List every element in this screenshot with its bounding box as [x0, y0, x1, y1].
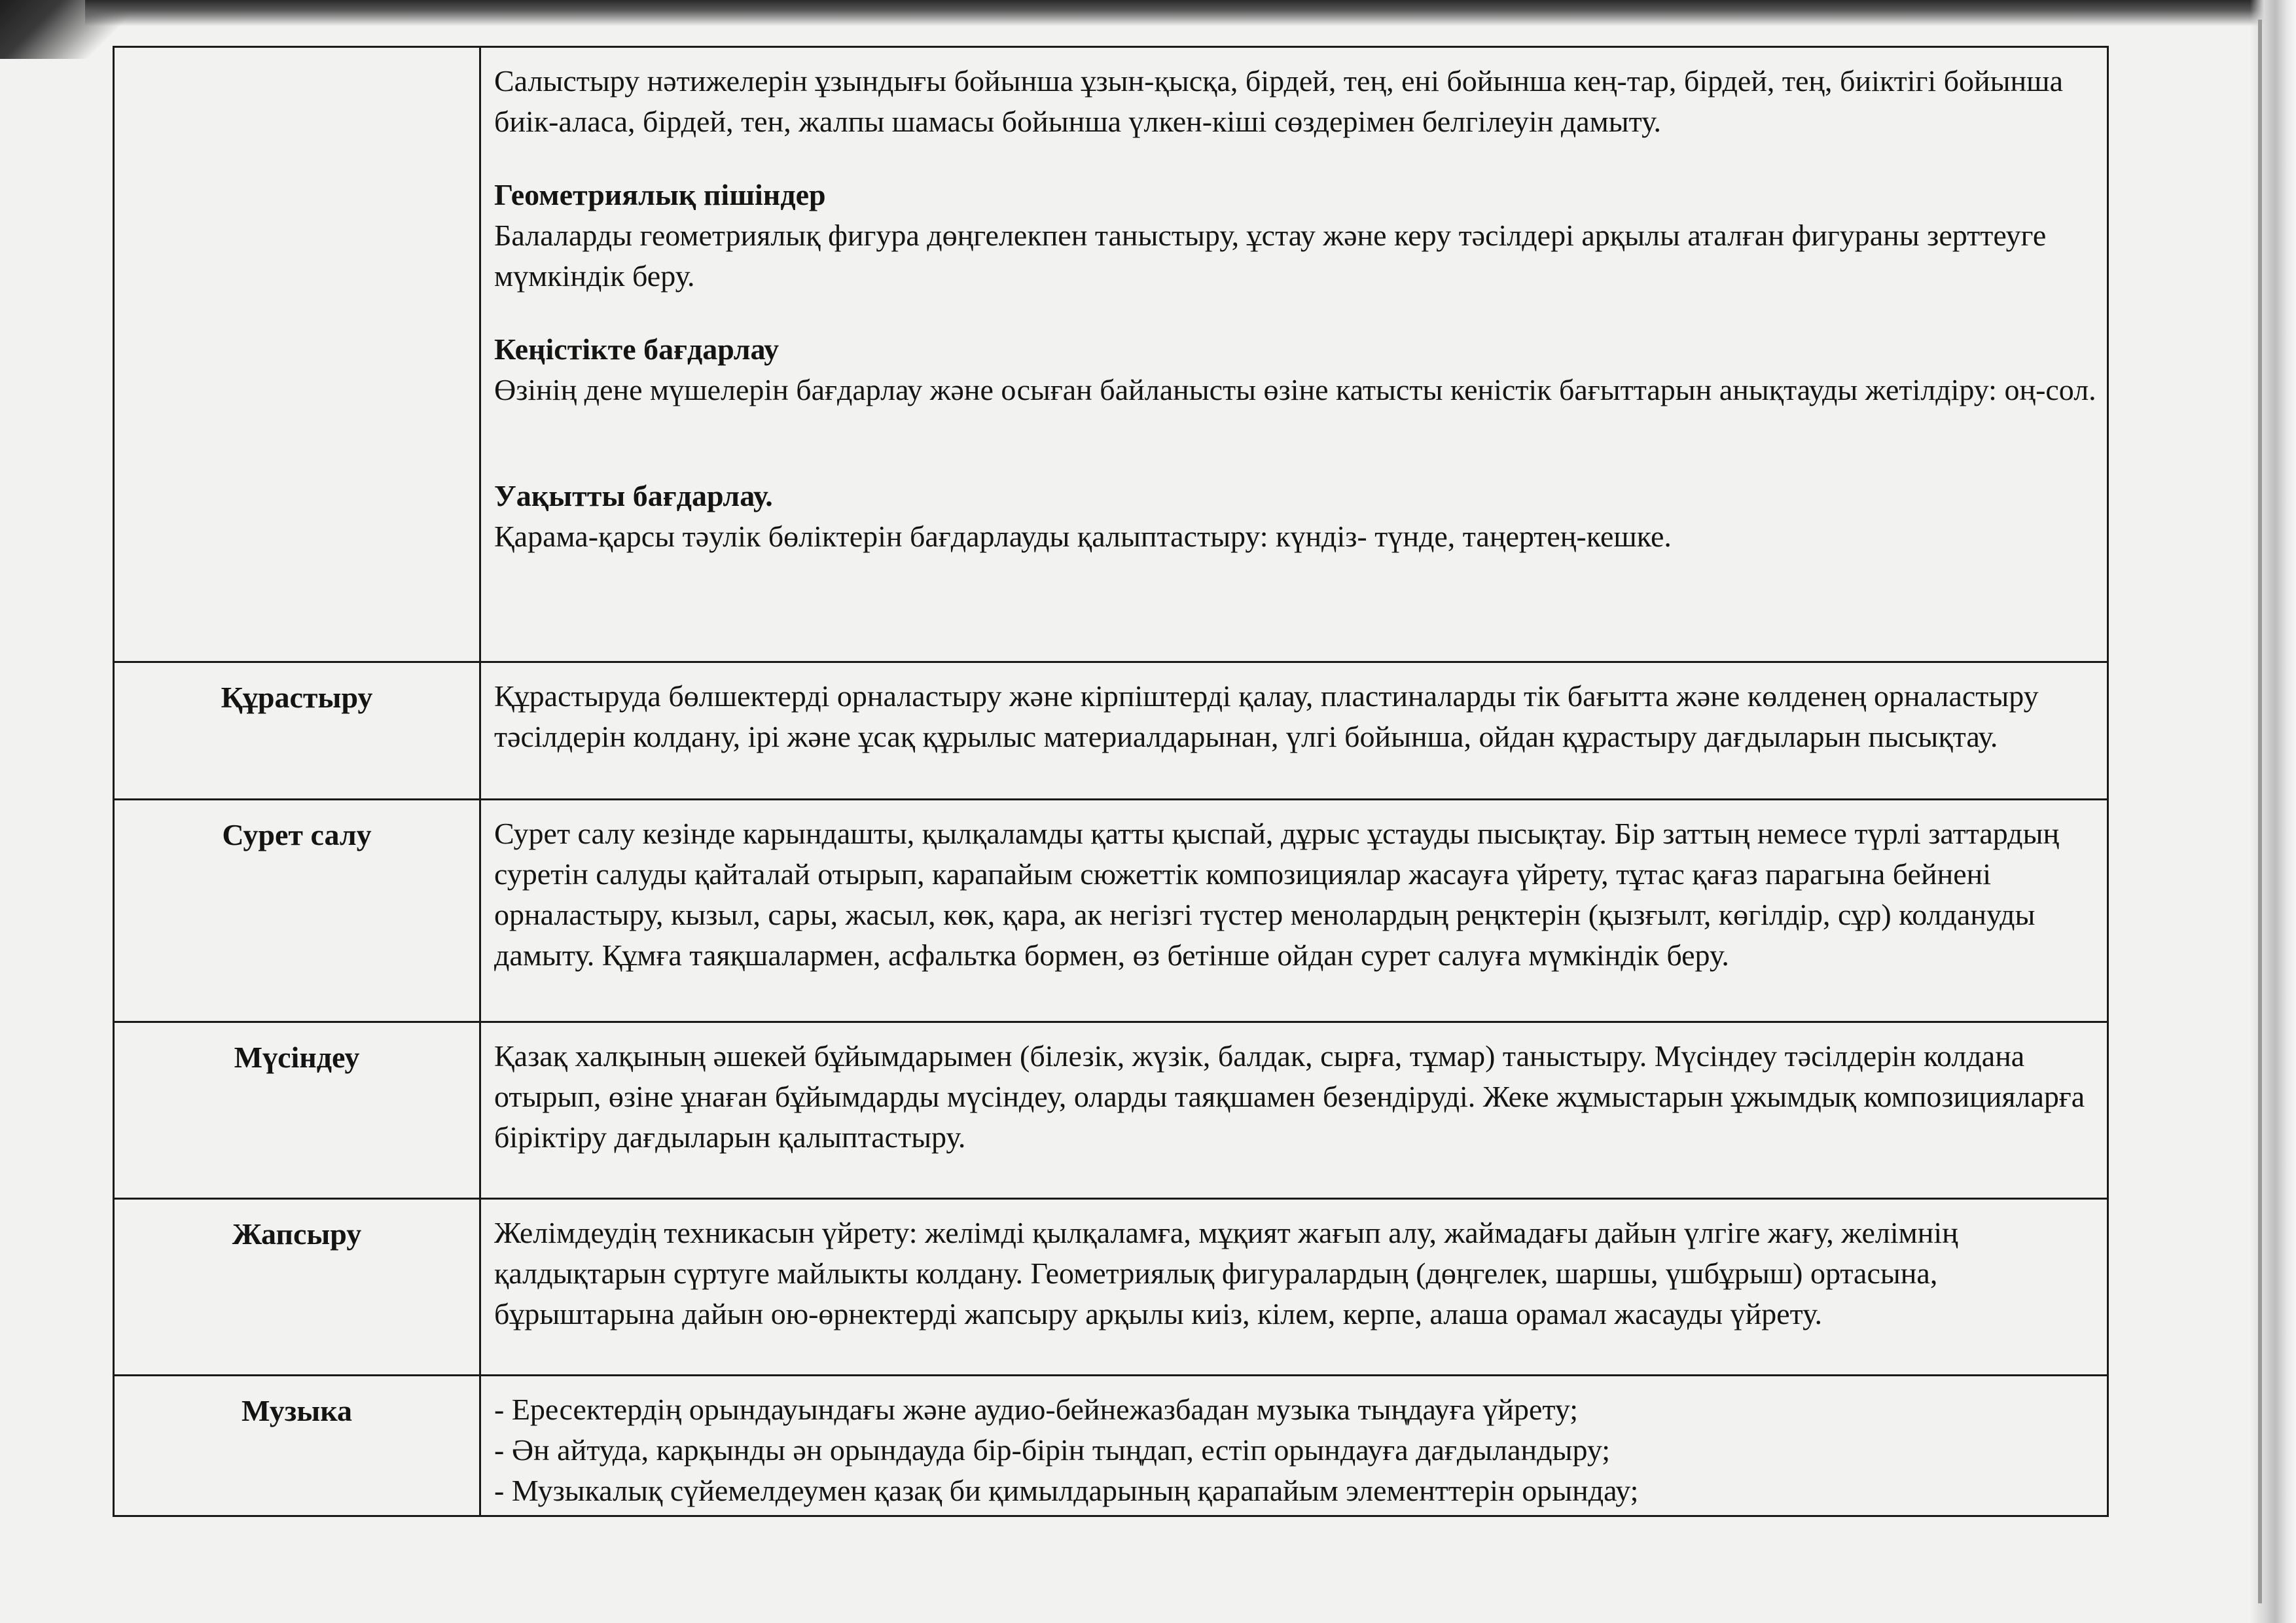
row-content: [480, 1376, 2108, 1516]
section-heading: Геометриялық пішіндер: [494, 178, 826, 211]
table-row: [114, 47, 2108, 662]
row-content: [480, 1199, 2108, 1376]
section-heading: Кеңістікте бағдарлау: [494, 332, 780, 366]
paragraph: Балаларды геометриялық фигура дөңгелекпен таныстыру, ұстау және керу тәсілдері арқылы аталған фигураны зерттеуге мүмкіндік беру.: [494, 219, 2047, 293]
paragraph: Желімдеудің техникасын үйрету: желімді қылқаламға, мұқият жағып алу, жаймадағы дайын үлгіге жағу, желімнің қалдықтарын сүртуге майлыкты колдану. Геометриялық фигуралардың (дөңгелек, шаршы, үшбұрыш) ортасына, бұрыштарына дайын ою-өрнектерді жапсыру арқылы киіз, кілем, керпе, алаша орамал жасауды үйрету.: [494, 1216, 1958, 1330]
row-label: Сурет салу: [114, 800, 480, 1022]
list-line: - Ән айтуда, карқынды ән орындауда бір-бірін тыңдап, естіп орындауға дағдыландыру;: [494, 1433, 1611, 1467]
paragraph: Құрастыруда бөлшектерді орналастыру және кірпіштерді қалау, пластиналарды тік бағытта және көлденең орналастыру тәсілдерін колдану, ірі және ұсақ құрылыс материалдарынан, үлгі бойынша, ойдан құрастыру дағдыларын пысықтау.: [494, 679, 2039, 753]
section-heading: Уақытты бағдарлау.: [494, 479, 773, 512]
table-row: [114, 1376, 2108, 1516]
row-content: [480, 1022, 2108, 1199]
row-content: [480, 800, 2108, 1022]
scan-shadow-top: [85, 0, 2265, 26]
paragraph: Қазақ халқының әшекей бұйымдарымен (білезік, жүзік, балдак, сырға, тұмар) таныстыру. Мүсіндеу тәсілдерін колдана отырып, өзіне ұнаған бұйымдарды мүсіндеу, оларды таяқшамен безендіруді. Жеке жұмыстарын ұжымдық композицияларға біріктіру дағдыларын қалыптастыру.: [494, 1039, 2085, 1154]
paragraph: Сурет салу кезінде карындашты, қылқаламды қатты қыспай, дұрыс ұстауды пысықтау. Бір заттың немесе түрлі заттардың суретін салуды қайталай отырып, карапайым сюжеттік композициялар жасауға үйрету, тұтас қағаз парагына бейнені орналастыру, кызыл, сары, жасыл, көк, қара, ак негізгі түстер менолардың реңктерін (қызғылт, көгілдір, сұр) колдануды дамыту. Құмға таяқшалармен, асфальтка бормен, өз бетінше ойдан сурет салуға мүмкіндік беру.: [494, 817, 2060, 972]
row-label: Құрастыру: [114, 662, 480, 800]
row-content: [480, 662, 2108, 800]
list-line: - Ересектердің орындауындағы және аудио-бейнежазбадан музыка тыңдауға үйрету;: [494, 1393, 1579, 1426]
curriculum-table: [113, 46, 2109, 1517]
table-row: [114, 662, 2108, 800]
table-row: [114, 800, 2108, 1022]
table-row: [114, 1022, 2108, 1199]
table-row: [114, 1199, 2108, 1376]
row-label: Жапсыру: [114, 1199, 480, 1376]
row-label: Мүсіндеу: [114, 1022, 480, 1199]
scan-shadow-right: [2250, 0, 2296, 1623]
row-label: Музыка: [114, 1376, 480, 1516]
paragraph: Өзінің дене мүшелерін бағдарлау және осыған байланысты өзіне катысты кеністік бағыттарын анықтауды жетілдіру: оң-сол.: [494, 373, 2096, 406]
paragraph: Салыстыру нәтижелерін ұзындығы бойынша ұзын-қысқа, бірдей, тең, ені бойынша кең-тар, бірдей, тең, биіктігі бойынша биік-аласа, бірдей, тен, жалпы шамасы бойынша үлкен-кіші сөздерімен белгілеуін дамыту.: [494, 64, 2064, 138]
list-line: - Музыкалық сүйемелдеумен қазақ би қимылдарының қарапайым элементтерін орындау;: [494, 1474, 1639, 1507]
paragraph: Қарама-қарсы тәулік бөліктерін бағдарлауды қалыптастыру: күндіз- түнде, таңертең-кешке.: [494, 520, 1672, 553]
row-content: [480, 47, 2108, 662]
row-label: [114, 47, 480, 662]
